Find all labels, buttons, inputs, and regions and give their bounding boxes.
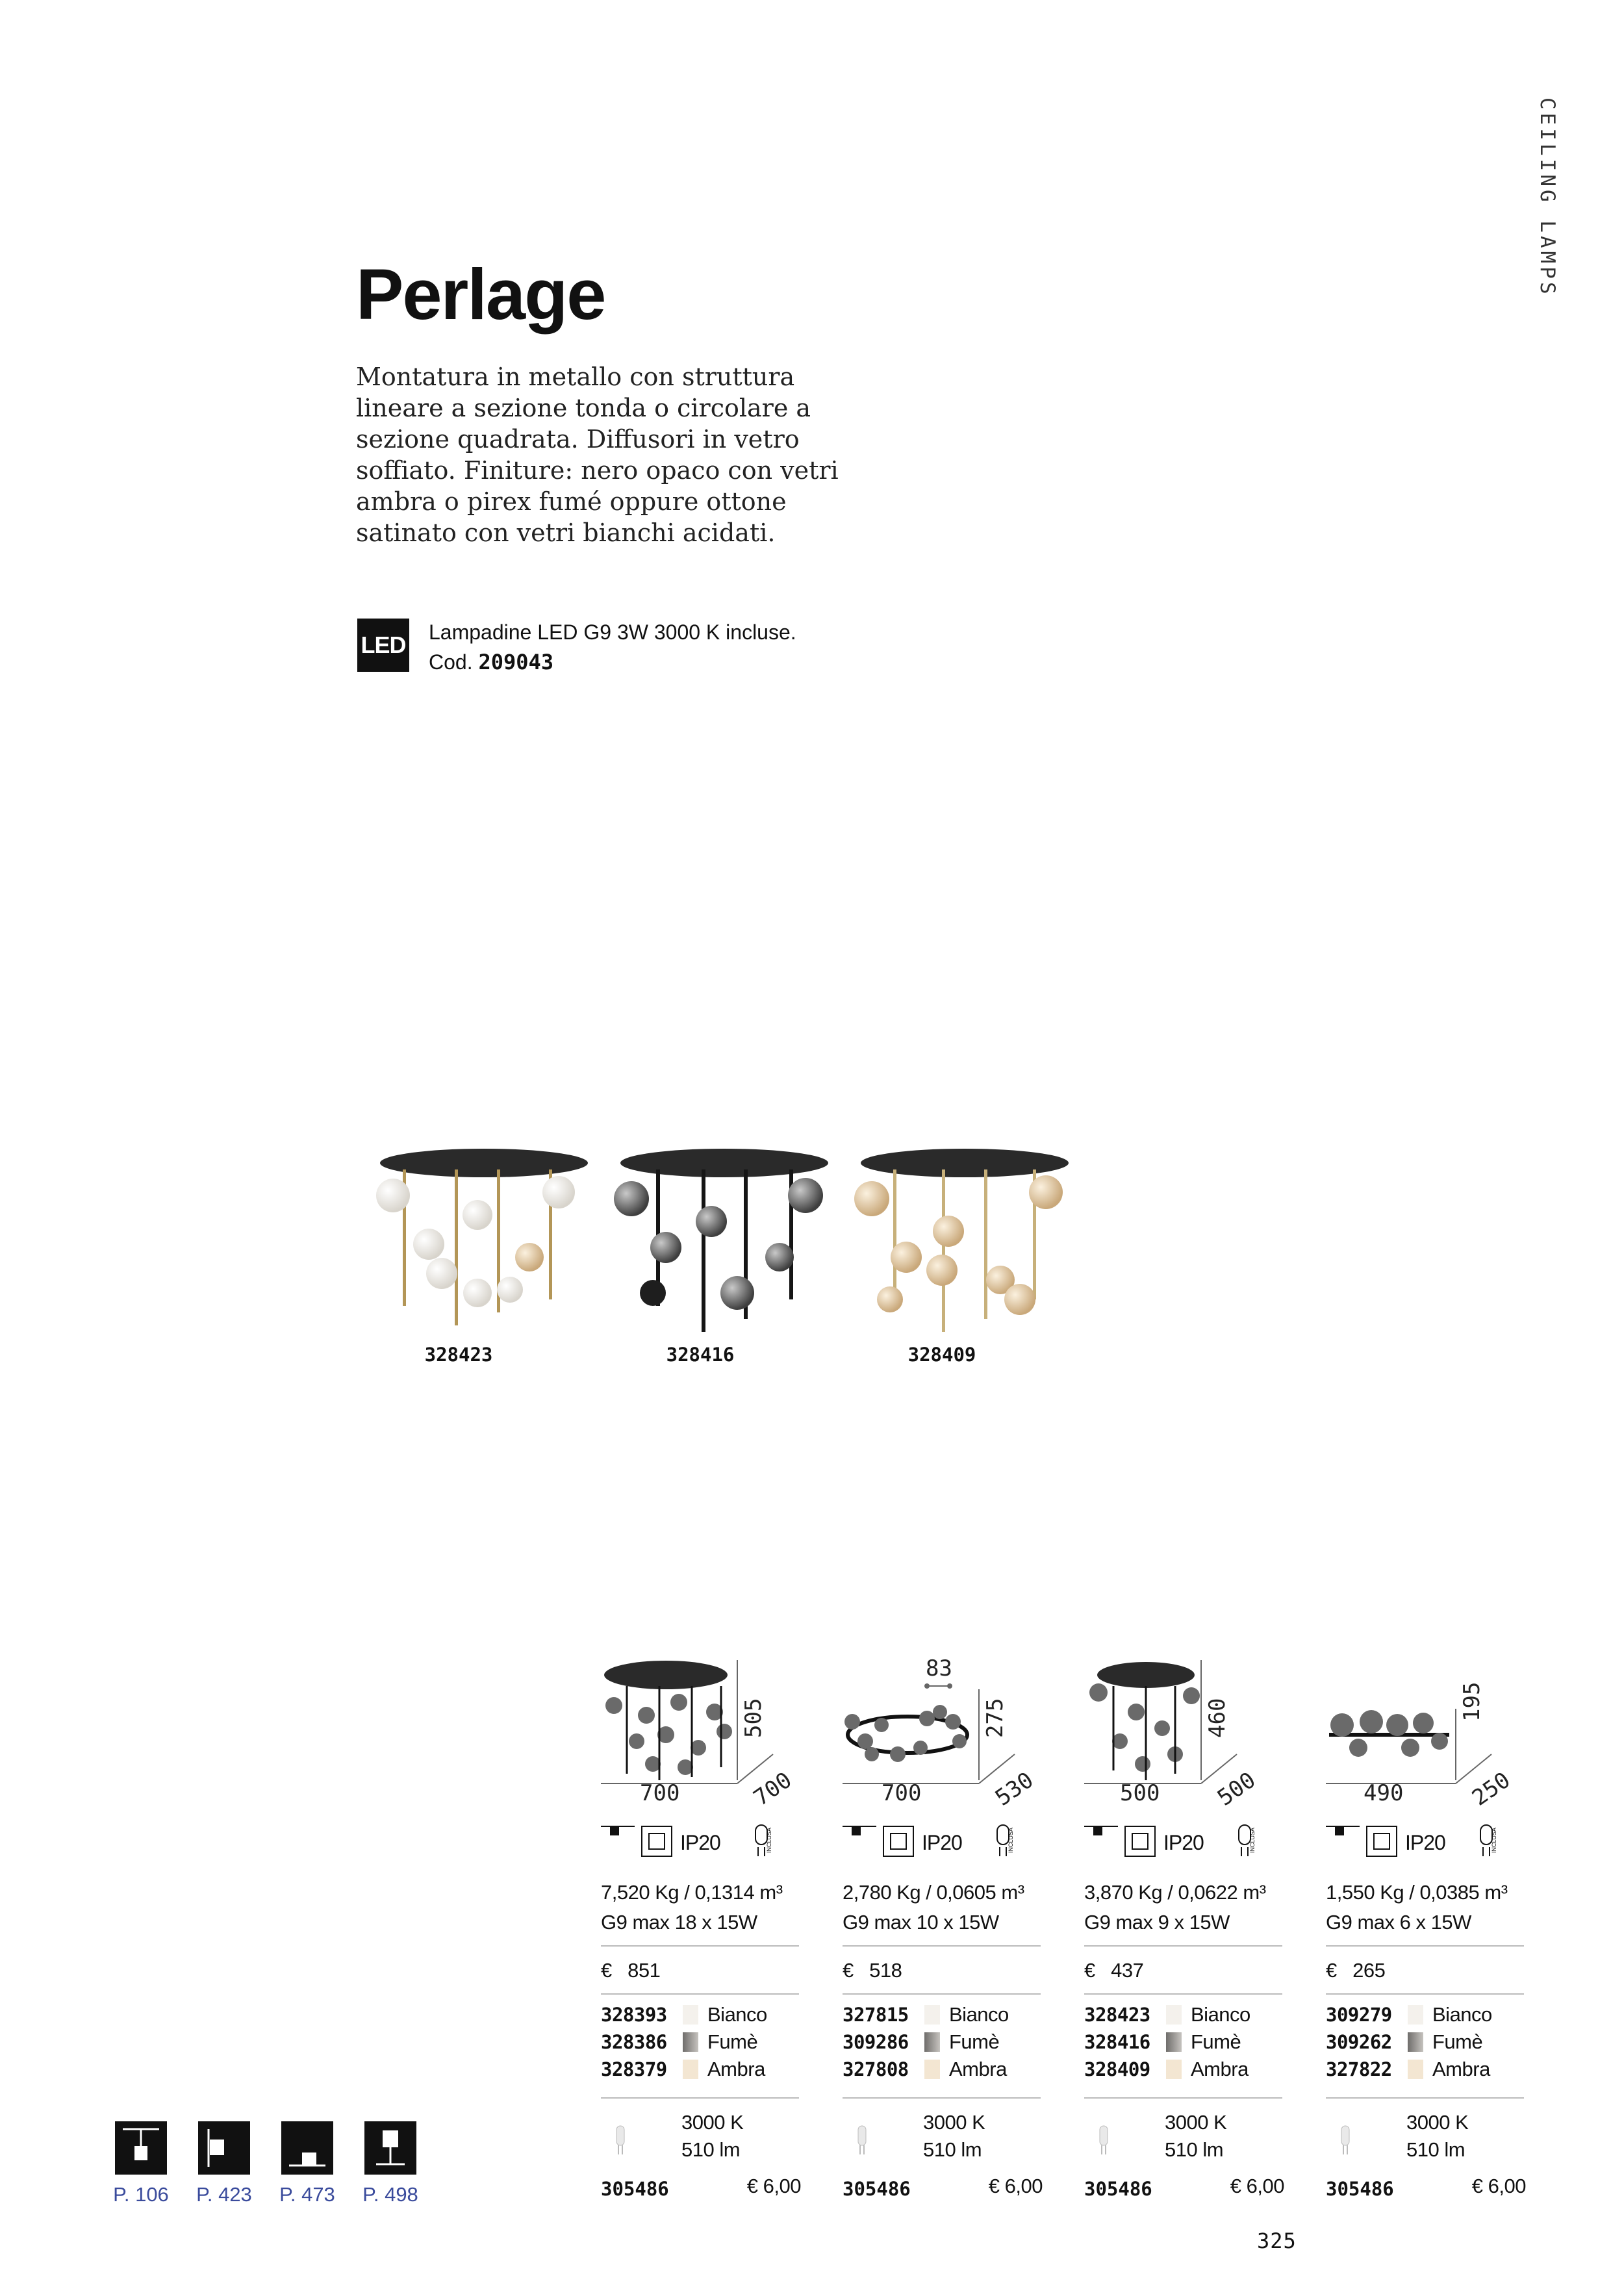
- price-line: [601, 1956, 660, 1986]
- variant-row-ambra: [843, 2056, 1009, 2083]
- dim-height: 275: [982, 1698, 1008, 1738]
- photo-code-1: 328423: [424, 1344, 493, 1366]
- divider: [843, 2097, 1041, 2099]
- product-column-4: [1326, 1650, 1566, 2216]
- variant-finish: Fumè: [707, 2030, 758, 2053]
- variant-finish: Ambra: [1432, 2058, 1490, 2080]
- g9-bulb-icon: [1097, 2125, 1110, 2157]
- included-label: INCLUSA: [766, 1827, 772, 1853]
- variant-row-fume: [1326, 2028, 1492, 2056]
- swatch-fume: [1166, 2032, 1182, 2052]
- product-photos: [364, 1143, 1078, 1332]
- lamp-code: 305486: [601, 2178, 669, 2200]
- price-line: [843, 1956, 902, 1986]
- variant-code: 328423: [1084, 2004, 1150, 2026]
- product-2-drawing: [843, 1650, 1076, 1793]
- lumen: 510 lm: [681, 2138, 741, 2161]
- photo-328416: [614, 1149, 828, 1332]
- lamp-price: € 6,00: [988, 2175, 1043, 2197]
- ceiling-mount-icon: [843, 1826, 876, 1835]
- variant-finish: Ambra: [1191, 2058, 1249, 2080]
- price: 851: [628, 1959, 661, 1982]
- swatch-ambra: [1408, 2060, 1423, 2079]
- led-note-text: Lampadine LED G9 3W 3000 K incluse.: [429, 620, 796, 644]
- lumen: 510 lm: [923, 2138, 982, 2161]
- weight-volume: 2,780 Kg / 0,0605 m³: [843, 1881, 1024, 1904]
- variant-code: 327815: [843, 2004, 909, 2026]
- variant-row-bianco: [601, 2001, 767, 2028]
- dim-width: 700: [882, 1780, 922, 1806]
- swatch-bianco: [1166, 2005, 1182, 2025]
- included-label: INCLUSA: [1491, 1827, 1497, 1853]
- included-label: INCLUSA: [1249, 1827, 1256, 1853]
- lamp-specs: [1165, 2109, 1226, 2164]
- led-badge-icon: LED: [357, 619, 409, 672]
- led-note: [429, 617, 796, 677]
- variant-code: 309262: [1326, 2031, 1392, 2053]
- variant-finish: Ambra: [707, 2058, 765, 2080]
- dim-top: 83: [926, 1655, 952, 1681]
- bulb-spec: G9 max 18 x 15W: [601, 1911, 757, 1934]
- table-lamp-icon[interactable]: [364, 2121, 416, 2175]
- weight-volume: 7,520 Kg / 0,1314 m³: [601, 1881, 783, 1904]
- ip-rating: IP20: [1405, 1831, 1445, 1854]
- page-title: Perlage: [356, 255, 605, 335]
- price-line: [1084, 1956, 1143, 1986]
- swatch-ambra: [683, 2060, 698, 2079]
- divider: [1326, 1993, 1524, 1995]
- variant-code: 309279: [1326, 2004, 1392, 2026]
- product-4-drawing: [1326, 1650, 1560, 1793]
- lamp-price: € 6,00: [1471, 2175, 1526, 2197]
- g9-bulb-icon: [1339, 2125, 1352, 2157]
- ceiling-mount-icon: [1326, 1826, 1360, 1835]
- swatch-fume: [924, 2032, 940, 2052]
- variant-row-bianco: [1084, 2001, 1250, 2028]
- led-code: 209043: [478, 650, 554, 674]
- swatch-bianco: [924, 2005, 940, 2025]
- price: 265: [1352, 1959, 1386, 1982]
- dim-width: 500: [1120, 1780, 1160, 1806]
- variant-list: [1326, 2001, 1492, 2083]
- variant-code: 328393: [601, 2004, 667, 2026]
- dim-height: 460: [1204, 1698, 1230, 1738]
- variant-finish: Bianco: [1191, 2003, 1250, 2026]
- variant-finish: Fumè: [1432, 2030, 1483, 2053]
- variant-row-bianco: [843, 2001, 1009, 2028]
- ceiling-mount-icon: [1084, 1826, 1118, 1835]
- lamp-code: 305486: [843, 2178, 911, 2200]
- photo-code-2: 328416: [666, 1344, 735, 1366]
- variant-finish: Bianco: [707, 2003, 767, 2026]
- lamp-specs: [923, 2109, 985, 2164]
- photo-328409: [854, 1149, 1069, 1332]
- variant-row-ambra: [1326, 2056, 1492, 2083]
- dim-width: 700: [640, 1780, 680, 1806]
- g9-bulb-icon: [856, 2125, 869, 2157]
- currency: €: [1084, 1959, 1095, 1982]
- swatch-ambra: [924, 2060, 940, 2079]
- divider: [843, 1945, 1041, 1947]
- divider: [1084, 1993, 1282, 1995]
- variant-code: 328386: [601, 2031, 667, 2053]
- variant-finish: Ambra: [949, 2058, 1007, 2080]
- variant-code: 328409: [1084, 2058, 1150, 2080]
- dim-depth: 700: [749, 1767, 797, 1811]
- currency: €: [843, 1959, 854, 1982]
- variant-row-fume: [843, 2028, 1009, 2056]
- divider: [1084, 2097, 1282, 2099]
- included-label: INCLUSA: [1008, 1827, 1014, 1853]
- variant-code: 328379: [601, 2058, 667, 2080]
- color-temperature: 3000 K: [681, 2111, 744, 2134]
- product-1-drawing: [601, 1650, 835, 1793]
- weight-volume: 3,870 Kg / 0,0622 m³: [1084, 1881, 1266, 1904]
- class-ii-icon: [642, 1826, 672, 1856]
- variant-finish: Bianco: [1432, 2003, 1492, 2026]
- ref-link-1[interactable]: P. 106: [113, 2183, 169, 2206]
- dim-depth: 250: [1467, 1767, 1516, 1811]
- color-temperature: 3000 K: [923, 2111, 985, 2134]
- dim-height: 195: [1459, 1681, 1485, 1722]
- lumen: 510 lm: [1406, 2138, 1465, 2161]
- color-temperature: 3000 K: [1165, 2111, 1227, 2134]
- lamp-price: € 6,00: [746, 2175, 801, 2197]
- color-temperature: 3000 K: [1406, 2111, 1469, 2134]
- currency: €: [1326, 1959, 1337, 1982]
- lamp-specs: [681, 2109, 743, 2164]
- page-number: 325: [1257, 2229, 1297, 2253]
- ip-rating: IP20: [680, 1831, 720, 1854]
- led-code-prefix: Cod.: [429, 650, 473, 674]
- product-column-3: [1084, 1650, 1325, 2216]
- product-column-2: [843, 1650, 1083, 2216]
- variant-finish: Fumè: [949, 2030, 1000, 2053]
- dim-height: 505: [741, 1698, 767, 1738]
- divider: [601, 1993, 799, 1995]
- class-ii-icon: [1125, 1826, 1155, 1856]
- swatch-ambra: [1166, 2060, 1182, 2079]
- variant-row-fume: [1084, 2028, 1250, 2056]
- price: 437: [1111, 1959, 1144, 1982]
- divider: [843, 1993, 1041, 1995]
- variant-row-bianco: [1326, 2001, 1492, 2028]
- divider: [1326, 1945, 1524, 1947]
- lumen: 510 lm: [1165, 2138, 1224, 2161]
- weight-volume: 1,550 Kg / 0,0385 m³: [1326, 1881, 1508, 1904]
- variant-row-ambra: [1084, 2056, 1250, 2083]
- bulb-spec: G9 max 9 x 15W: [1084, 1911, 1230, 1934]
- variant-list: [601, 2001, 767, 2083]
- ref-link-4[interactable]: P. 498: [362, 2183, 418, 2206]
- ceiling-lamp-icon[interactable]: [281, 2121, 333, 2175]
- variant-list: [1084, 2001, 1250, 2083]
- section-label: CEILING LAMPS: [1536, 97, 1559, 298]
- bulb-spec: G9 max 10 x 15W: [843, 1911, 999, 1934]
- swatch-fume: [1408, 2032, 1423, 2052]
- photo-328423: [376, 1149, 588, 1325]
- divider: [601, 1945, 799, 1947]
- ref-link-3[interactable]: P. 473: [279, 2183, 335, 2206]
- divider: [601, 2097, 799, 2099]
- g9-bulb-icon: [614, 2125, 627, 2157]
- variant-row-fume: [601, 2028, 767, 2056]
- variant-row-ambra: [601, 2056, 767, 2083]
- lamp-code: 305486: [1084, 2178, 1152, 2200]
- dim-width: 490: [1364, 1780, 1404, 1806]
- lamp-specs: [1406, 2109, 1468, 2164]
- swatch-fume: [683, 2032, 698, 2052]
- product-description: Montatura in metallo con struttura lineare a sezione tonda o circolare a sezione quadrata. Diffusori in vetro soffiato. Finiture: nero opaco con vetri ambra o pirex fumé oppure ottone satinato con vetri bianchi acidati.: [356, 363, 839, 547]
- price-line: [1326, 1956, 1385, 1986]
- divider: [1326, 2097, 1524, 2099]
- dim-depth: 530: [991, 1767, 1039, 1811]
- swatch-bianco: [1408, 2005, 1423, 2025]
- class-ii-icon: [1367, 1826, 1397, 1856]
- wall-lamp-icon[interactable]: [198, 2121, 250, 2175]
- variant-code: 309286: [843, 2031, 909, 2053]
- ref-link-2[interactable]: P. 423: [196, 2183, 252, 2206]
- dim-depth: 500: [1213, 1767, 1261, 1811]
- variant-list: [843, 2001, 1009, 2083]
- bulb-spec: G9 max 6 x 15W: [1326, 1911, 1471, 1934]
- variant-code: 327808: [843, 2058, 909, 2080]
- photo-code-3: 328409: [907, 1344, 976, 1366]
- ip-rating: IP20: [922, 1831, 962, 1854]
- swatch-bianco: [683, 2005, 698, 2025]
- divider: [1084, 1945, 1282, 1947]
- lamp-price: € 6,00: [1230, 2175, 1284, 2197]
- product-column-1: [601, 1650, 841, 2216]
- led-code-line: [429, 647, 796, 677]
- variant-code: 328416: [1084, 2031, 1150, 2053]
- ceiling-mount-icon: [601, 1826, 635, 1835]
- price: 518: [869, 1959, 902, 1982]
- currency: €: [601, 1959, 612, 1982]
- ip-rating: IP20: [1163, 1831, 1204, 1854]
- variant-finish: Fumè: [1191, 2030, 1241, 2053]
- lamp-code: 305486: [1326, 2178, 1394, 2200]
- variant-code: 327822: [1326, 2058, 1392, 2080]
- product-3-drawing: [1084, 1650, 1318, 1793]
- variant-finish: Bianco: [949, 2003, 1009, 2026]
- pendant-icon[interactable]: [115, 2121, 167, 2175]
- class-ii-icon: [883, 1826, 913, 1856]
